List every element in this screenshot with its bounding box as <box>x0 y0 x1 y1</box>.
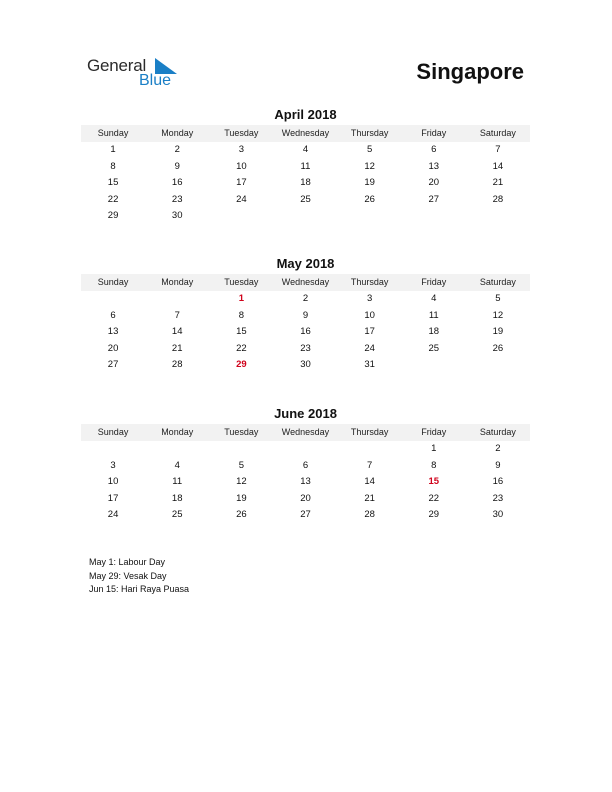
month-title: June 2018 <box>274 406 337 421</box>
weekday-label: Wednesday <box>281 427 330 437</box>
weekday-label: Friday <box>421 277 447 287</box>
weekday-label: Sunday <box>97 277 129 287</box>
day-cell: 16 <box>300 326 311 338</box>
empty-day-cell <box>402 208 466 225</box>
day-cell: 26 <box>236 509 247 521</box>
day-cell: 17 <box>236 177 247 189</box>
empty-day-cell <box>402 357 466 374</box>
week-row <box>81 192 530 209</box>
day-cell: 26 <box>364 193 375 205</box>
day-cell: 27 <box>300 509 311 521</box>
week-row <box>81 142 530 159</box>
week-row <box>81 474 530 491</box>
month-april <box>81 106 530 225</box>
day-cell: 19 <box>492 326 504 338</box>
empty-day-cell <box>466 208 530 225</box>
month-june <box>81 405 530 524</box>
day-cell: 6 <box>431 144 437 155</box>
day-cell: 15 <box>236 326 247 338</box>
day-cell: 18 <box>428 326 440 338</box>
day-cell: 5 <box>495 293 501 304</box>
day-cell: 27 <box>428 193 440 205</box>
weekday-label: Saturday <box>479 128 516 138</box>
weekday-label: Thursday <box>350 277 389 287</box>
day-cell: 2 <box>302 293 309 304</box>
day-cell: 21 <box>492 177 504 189</box>
weekday-label: Thursday <box>350 427 389 437</box>
day-cell: 22 <box>236 342 247 354</box>
day-cell: 16 <box>492 476 504 488</box>
brand-logo <box>87 56 197 92</box>
empty-day-cell <box>145 291 209 308</box>
day-cell: 11 <box>428 309 439 321</box>
day-cell: 8 <box>431 459 437 471</box>
holiday-day-cell: 29 <box>236 359 247 371</box>
day-cell: 4 <box>302 144 309 155</box>
weekday-label: Tuesday <box>224 277 259 287</box>
day-cell: 11 <box>172 476 183 488</box>
day-cell: 20 <box>300 492 311 504</box>
day-cell: 20 <box>107 342 119 354</box>
day-cell: 5 <box>366 144 373 155</box>
weekday-header <box>81 274 530 291</box>
day-cell: 30 <box>171 210 183 222</box>
day-cell: 7 <box>174 309 180 321</box>
day-cell: 12 <box>364 160 375 172</box>
day-cell: 6 <box>302 459 309 471</box>
week-row <box>81 159 530 176</box>
day-cell: 3 <box>110 459 116 471</box>
week-row <box>81 491 530 508</box>
weekday-label: Tuesday <box>224 427 259 437</box>
day-cell: 14 <box>492 160 504 172</box>
holiday-note: May 29: Vesak Day <box>89 570 167 581</box>
empty-day-cell <box>81 291 145 308</box>
day-cell: 6 <box>110 309 116 321</box>
weekday-header <box>81 125 530 142</box>
weekday-label: Monday <box>161 427 194 437</box>
day-cell: 17 <box>107 492 119 504</box>
day-cell: 28 <box>364 509 375 521</box>
day-cell: 28 <box>492 193 504 205</box>
month-may <box>81 255 530 374</box>
day-cell: 29 <box>428 509 440 521</box>
day-cell: 21 <box>171 342 183 354</box>
weekday-label: Friday <box>421 128 447 138</box>
holiday-note: Jun 15: Hari Raya Puasa <box>89 584 190 594</box>
day-cell: 18 <box>300 177 311 189</box>
week-row <box>81 175 530 192</box>
day-cell: 31 <box>364 359 375 371</box>
weekday-label: Friday <box>421 427 447 437</box>
day-cell: 16 <box>171 177 183 189</box>
empty-day-cell <box>466 357 530 374</box>
weekday-label: Saturday <box>479 427 516 437</box>
day-cell: 11 <box>300 160 311 172</box>
day-cell: 2 <box>174 144 180 155</box>
day-cell: 1 <box>431 443 437 454</box>
weekday-header <box>81 424 530 441</box>
day-cell: 25 <box>428 342 440 354</box>
weekday-label: Wednesday <box>281 277 330 287</box>
empty-day-cell <box>145 441 209 458</box>
holiday-day-cell: 15 <box>428 476 440 488</box>
weekday-label: Wednesday <box>281 128 330 138</box>
day-cell: 25 <box>300 193 311 205</box>
day-cell: 21 <box>364 492 375 504</box>
week-row <box>81 357 530 374</box>
day-cell: 9 <box>174 160 180 172</box>
day-cell: 8 <box>238 309 244 321</box>
day-cell: 29 <box>107 210 119 222</box>
day-cell: 24 <box>364 342 375 354</box>
week-row <box>81 324 530 341</box>
day-cell: 15 <box>107 177 119 189</box>
day-cell: 23 <box>300 342 311 354</box>
day-cell: 12 <box>492 309 504 321</box>
day-cell: 13 <box>107 326 119 338</box>
logo-text-general: General <box>87 56 147 75</box>
day-cell: 27 <box>107 359 119 371</box>
week-row <box>81 507 530 524</box>
week-row <box>81 208 530 225</box>
day-cell: 17 <box>364 326 375 338</box>
day-cell: 10 <box>236 160 247 172</box>
country-title: Singapore <box>416 59 524 84</box>
day-cell: 20 <box>428 177 440 189</box>
day-cell: 28 <box>171 359 183 371</box>
day-cell: 12 <box>236 476 247 488</box>
month-title: May 2018 <box>276 256 335 271</box>
day-cell: 13 <box>300 476 311 488</box>
weekday-label: Saturday <box>479 277 516 287</box>
weekday-label: Thursday <box>350 128 389 138</box>
day-cell: 7 <box>366 459 373 471</box>
empty-day-cell <box>81 441 145 458</box>
day-cell: 7 <box>495 144 501 155</box>
weekday-label: Monday <box>161 277 194 287</box>
day-cell: 14 <box>171 326 183 338</box>
day-cell: 10 <box>107 476 119 488</box>
weekday-label: Sunday <box>97 427 129 437</box>
day-cell: 5 <box>238 459 244 471</box>
week-row <box>81 291 530 308</box>
week-row <box>81 308 530 325</box>
day-cell: 30 <box>492 509 504 521</box>
day-cell: 22 <box>107 193 119 205</box>
month-title: April 2018 <box>274 107 337 122</box>
holiday-notes <box>89 556 189 597</box>
day-cell: 13 <box>428 160 440 172</box>
weekday-label: Tuesday <box>224 128 259 138</box>
day-cell: 18 <box>171 492 183 504</box>
day-cell: 30 <box>300 359 311 371</box>
day-cell: 24 <box>236 193 247 205</box>
holiday-day-cell: 1 <box>238 293 244 304</box>
day-cell: 1 <box>110 144 116 155</box>
empty-day-cell <box>273 441 337 458</box>
day-cell: 25 <box>171 509 183 521</box>
day-cell: 10 <box>364 309 375 321</box>
day-cell: 24 <box>107 509 119 521</box>
day-cell: 23 <box>171 193 183 205</box>
day-cell: 4 <box>174 459 180 471</box>
empty-day-cell <box>209 441 273 458</box>
day-cell: 3 <box>366 293 373 304</box>
day-cell: 9 <box>495 459 501 471</box>
day-cell: 19 <box>364 177 375 189</box>
empty-day-cell <box>209 208 273 225</box>
empty-day-cell <box>273 208 337 225</box>
day-cell: 4 <box>431 293 437 304</box>
day-cell: 2 <box>495 443 501 454</box>
day-cell: 8 <box>110 160 116 172</box>
week-row <box>81 441 530 458</box>
empty-day-cell <box>338 441 402 458</box>
logo-text-blue: Blue <box>139 72 172 89</box>
day-cell: 9 <box>302 309 309 321</box>
week-row <box>81 458 530 475</box>
day-cell: 3 <box>238 144 244 155</box>
empty-day-cell <box>338 208 402 225</box>
day-cell: 14 <box>364 476 375 488</box>
week-row <box>81 341 530 358</box>
holiday-note: May 1: Labour Day <box>89 557 166 567</box>
day-cell: 26 <box>492 342 504 354</box>
day-cell: 23 <box>492 492 504 504</box>
weekday-label: Sunday <box>97 128 129 138</box>
day-cell: 19 <box>236 492 247 504</box>
day-cell: 22 <box>428 492 440 504</box>
weekday-label: Monday <box>161 128 194 138</box>
